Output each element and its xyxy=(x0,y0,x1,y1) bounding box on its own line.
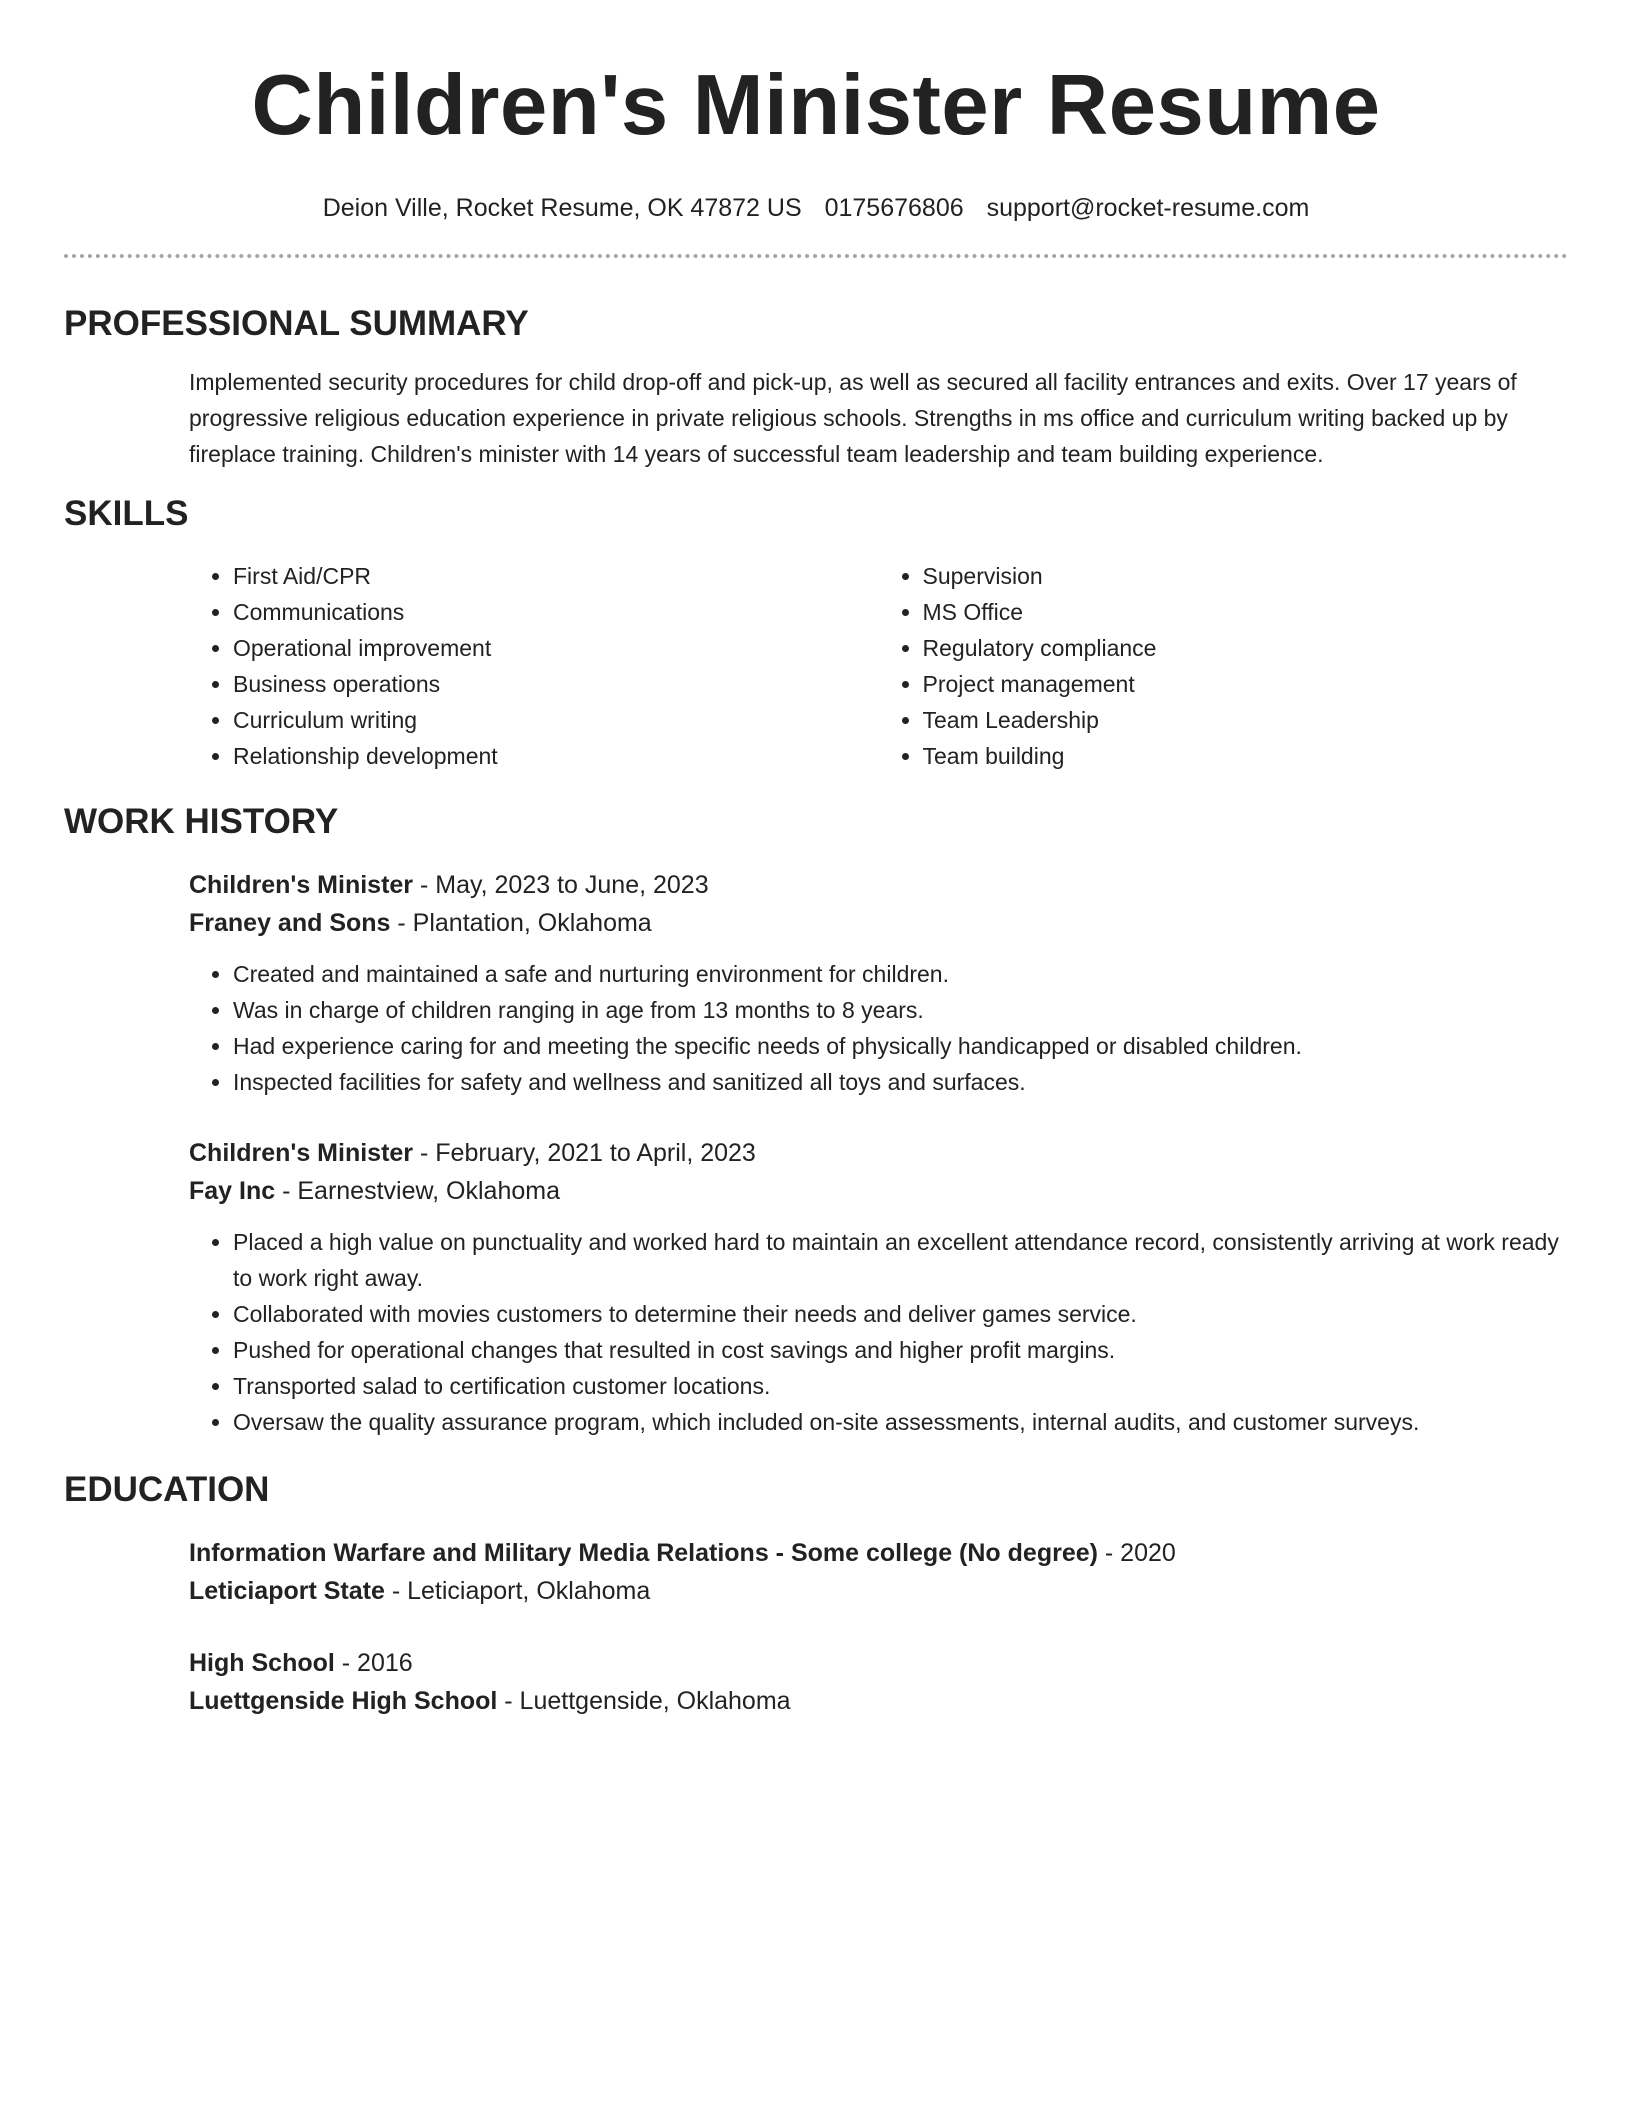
skills-grid xyxy=(189,558,1568,774)
education-degree-line xyxy=(189,1534,1568,1572)
skills-column-right xyxy=(879,558,1569,774)
education-school: Leticiaport State xyxy=(189,1577,385,1605)
skill-item: • Project management xyxy=(923,666,1569,702)
job-bullet: • Collaborated with movies customers to determine their needs and deliver games service. xyxy=(233,1296,1568,1332)
skill-item: • Supervision xyxy=(923,558,1569,594)
contact-phone: 0175676806 xyxy=(824,194,964,222)
job-dates: - February, 2021 to April, 2023 xyxy=(413,1139,756,1167)
job-bullets xyxy=(189,1224,1568,1440)
skill-item: • Curriculum writing xyxy=(233,702,879,738)
job-company-line xyxy=(189,904,1568,942)
contact-address: Deion Ville, Rocket Resume, OK 47872 US xyxy=(322,194,802,222)
job-bullet: • Placed a high value on punctuality and worked hard to maintain an excellent attendance record, consistently arriving at work ready to work right away. xyxy=(233,1224,1568,1296)
contact-email: support@rocket-resume.com xyxy=(986,194,1310,222)
job-bullet: • Pushed for operational changes that resulted in cost savings and higher profit margins. xyxy=(233,1332,1568,1368)
job-bullet: • Transported salad to certification customer locations. xyxy=(233,1368,1568,1404)
summary-text: Implemented security procedures for child drop-off and pick-up, as well as secured all facility entrances and exits. Over 17 years of progressive religious education experience in private religious schools. Strengths in ms office and curriculum writing backed up by fireplace training. Children's minister with 14 years of successful team leadership and team building experience. xyxy=(189,369,1517,467)
education-entry xyxy=(189,1644,1568,1720)
job-dates: - May, 2023 to June, 2023 xyxy=(413,871,709,899)
education-school-line xyxy=(189,1572,1568,1610)
education-location: - Luettgenside, Oklahoma xyxy=(497,1687,791,1715)
job-title-line xyxy=(189,866,1568,904)
education-entry xyxy=(189,1534,1568,1610)
skills-column-left xyxy=(189,558,879,774)
job-bullet: • Created and maintained a safe and nurturing environment for children. xyxy=(233,956,1568,992)
education-degree: High School xyxy=(189,1649,335,1677)
job-company-line xyxy=(189,1172,1568,1210)
resume-title: Children's Minister Resume xyxy=(251,58,1381,153)
skill-item: • Team building xyxy=(923,738,1569,774)
job-bullet: • Oversaw the quality assurance program, which included on-site assessments, internal audits, and customer surveys. xyxy=(233,1404,1568,1440)
education-location: - Leticiaport, Oklahoma xyxy=(384,1577,651,1605)
summary-heading: PROFESSIONAL SUMMARY xyxy=(64,304,529,343)
skill-item: • Regulatory compliance xyxy=(923,630,1569,666)
skill-item: • Operational improvement xyxy=(233,630,879,666)
education-school: Luettgenside High School xyxy=(189,1687,498,1715)
contact-line xyxy=(64,192,1568,224)
header-divider xyxy=(64,254,1568,258)
skill-item: • Business operations xyxy=(233,666,879,702)
job-company: Franey and Sons xyxy=(189,909,391,937)
skill-item: • First Aid/CPR xyxy=(233,558,879,594)
work-history-section xyxy=(64,800,1568,1440)
education-heading: EDUCATION xyxy=(64,1470,270,1509)
job-title: Children's Minister xyxy=(189,871,414,899)
job-bullets xyxy=(189,956,1568,1100)
education-degree-line xyxy=(189,1644,1568,1682)
skills-section xyxy=(64,492,1568,774)
education-year: - 2020 xyxy=(1097,1539,1176,1567)
job-title: Children's Minister xyxy=(189,1139,414,1167)
skill-item: • Communications xyxy=(233,594,879,630)
skill-item: • Relationship development xyxy=(233,738,879,774)
job-bullet: • Was in charge of children ranging in age from 13 months to 8 years. xyxy=(233,992,1568,1028)
work-history-heading: WORK HISTORY xyxy=(64,802,339,841)
education-year: - 2016 xyxy=(334,1649,413,1677)
job-title-line xyxy=(189,1134,1568,1172)
skill-item: • Team Leadership xyxy=(923,702,1569,738)
education-degree: Information Warfare and Military Media Relations - Some college (No degree) xyxy=(189,1539,1098,1567)
job-location: - Earnestview, Oklahoma xyxy=(275,1177,560,1205)
job-bullet: • Had experience caring for and meeting the specific needs of physically handicapped or disabled children. xyxy=(233,1028,1568,1064)
job-company: Fay Inc xyxy=(189,1177,276,1205)
job-location: - Plantation, Oklahoma xyxy=(390,909,652,937)
job-entry xyxy=(189,1134,1568,1440)
job-bullet: • Inspected facilities for safety and wellness and sanitized all toys and surfaces. xyxy=(233,1064,1568,1100)
resume-header xyxy=(64,0,1568,224)
summary-section xyxy=(64,302,1568,472)
job-entry xyxy=(189,866,1568,1100)
education-school-line xyxy=(189,1682,1568,1720)
education-section xyxy=(64,1468,1568,1720)
skill-item: • MS Office xyxy=(923,594,1569,630)
skills-heading: SKILLS xyxy=(64,494,189,533)
